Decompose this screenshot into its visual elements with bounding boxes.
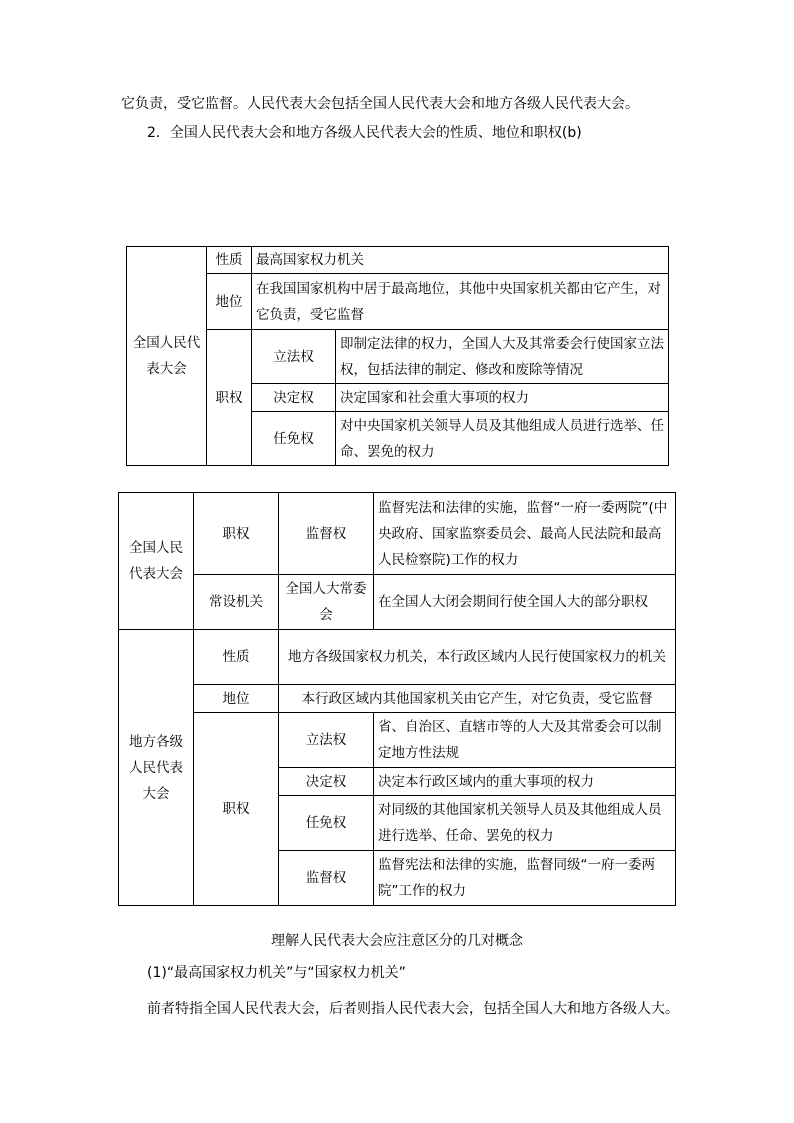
npc-table — [126, 246, 669, 466]
local-nature-label: 性质 — [194, 630, 279, 685]
local-powers-label: 职权 — [194, 713, 279, 906]
note-item-title: (1)“最高国家权力机关”与“国家权力机关” — [147, 965, 406, 981]
power-name: 监督权 — [279, 493, 374, 575]
national-powers-label: 职权 — [194, 493, 279, 575]
nature-label: 性质 — [207, 247, 252, 274]
power-name: 决定权 — [252, 384, 336, 412]
power-name: 决定权 — [279, 768, 374, 796]
intro-line-1: 它负责，受它监督。人民代表大会包括全国人民代表大会和地方各级人民代表大会。 — [121, 96, 639, 112]
local-nature-value: 地方各级国家权力机关，本行政区域内人民行使国家权力的机关 — [279, 630, 676, 685]
nature-value: 最高国家权力机关 — [252, 247, 669, 274]
standing-desc: 在全国人大闭会期间行使全国人大的部分职权 — [374, 575, 676, 630]
org-cell: 全国人民代表大会 — [127, 247, 207, 466]
power-name: 立法权 — [279, 713, 374, 768]
congress-comparison-table — [118, 492, 676, 906]
power-name: 任免权 — [252, 412, 336, 466]
section-heading: 2．全国人民代表大会和地方各级人民代表大会的性质、地位和职权(b) — [147, 125, 582, 141]
local-status-value: 本行政区域内其他国家机关由它产生，对它负责，受它监督 — [279, 685, 676, 713]
powers-label: 职权 — [207, 330, 252, 466]
national-org-cell: 全国人民代表大会 — [119, 493, 194, 630]
power-name: 任免权 — [279, 796, 374, 851]
power-desc: 对中央国家机关领导人员及其他组成人员进行选举、任命、罢免的权力 — [336, 412, 669, 466]
local-org-cell: 地方各级人民代表大会 — [119, 630, 194, 906]
power-name: 监督权 — [279, 851, 374, 906]
status-label: 地位 — [207, 274, 252, 330]
power-name: 立法权 — [252, 330, 336, 384]
power-desc: 决定国家和社会重大事项的权力 — [336, 384, 669, 412]
standing-name: 全国人大常委会 — [279, 575, 374, 630]
note-item-body: 前者特指全国人民代表大会，后者则指人民代表大会，包括全国人大和地方各级人大。 — [147, 1001, 679, 1017]
power-desc: 监督宪法和法律的实施，监督“一府一委两院”(中央政府、国家监察委员会、最高人民法院和最高人民检察院)工作的权力 — [374, 493, 676, 575]
notes-heading: 理解人民代表大会应注意区分的几对概念 — [271, 933, 523, 949]
power-desc: 监督宪法和法律的实施，监督同级“一府一委两院”工作的权力 — [374, 851, 676, 906]
power-desc: 决定本行政区域内的重大事项的权力 — [374, 768, 676, 796]
local-status-label: 地位 — [194, 685, 279, 713]
power-desc: 省、自治区、直辖市等的人大及其常委会可以制定地方性法规 — [374, 713, 676, 768]
standing-label: 常设机关 — [194, 575, 279, 630]
power-desc: 即制定法律的权力，全国人大及其常委会行使国家立法权，包括法律的制定、修改和废除等情况 — [336, 330, 669, 384]
status-value: 在我国国家机构中居于最高地位，其他中央国家机关都由它产生，对它负责，受它监督 — [252, 274, 669, 330]
power-desc: 对同级的其他国家机关领导人员及其他组成人员进行选举、任命、罢免的权力 — [374, 796, 676, 851]
